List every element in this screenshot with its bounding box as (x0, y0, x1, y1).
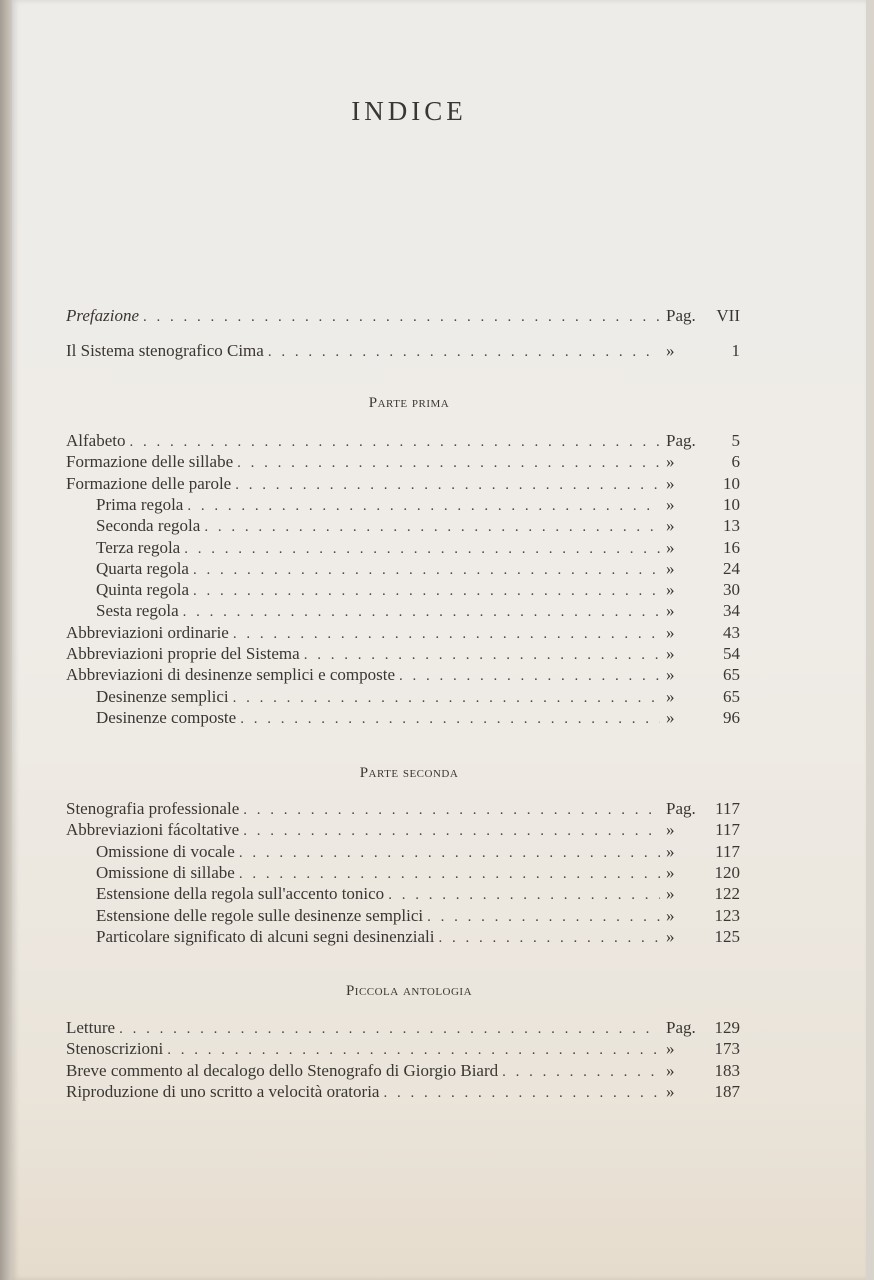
page-binding-edge (0, 0, 12, 1280)
dot-leader (119, 1018, 660, 1040)
page-prefix: » (666, 820, 675, 840)
toc-entry-label: Quarta regola (96, 558, 189, 578)
dot-leader (304, 644, 660, 666)
toc-entry (96, 841, 740, 863)
dot-leader (187, 495, 660, 517)
page-number: 117 (715, 820, 740, 840)
toc-entry (66, 819, 740, 841)
page-prefix: » (666, 707, 675, 727)
dot-leader (237, 452, 660, 474)
dot-leader (239, 863, 660, 885)
page-prefix: » (666, 452, 675, 472)
toc-entry-label: Breve commento al decalogo dello Stenografo di Giorgio Biard (66, 1060, 499, 1080)
page-prefix: » (666, 905, 675, 925)
toc-entry (66, 1060, 740, 1082)
page-prefix: » (666, 558, 675, 578)
toc-entry (96, 862, 740, 884)
toc-entry (96, 537, 740, 559)
page-number: 120 (714, 862, 740, 882)
dot-leader (438, 927, 660, 949)
toc-entry-label: Abbreviazioni di desinenze semplici e composte (66, 665, 396, 685)
page-number: 10 (723, 473, 740, 493)
page-number: 117 (715, 799, 740, 818)
dot-leader (233, 687, 660, 709)
page-prefix: » (666, 601, 675, 621)
page-number: 183 (714, 1060, 740, 1080)
page-prefix: » (666, 537, 675, 557)
toc-entry-label: Particolare significato di alcuni segni desinenziali (96, 926, 435, 946)
page-number: 10 (723, 494, 740, 514)
page-number: 65 (723, 665, 740, 685)
page-prefix: » (666, 862, 675, 882)
toc-entry-label: Omissione di sillabe (96, 862, 235, 882)
toc-entry-label: Stenografia professionale (66, 799, 240, 818)
section-heading: Parte prima (368, 395, 450, 411)
toc-entry (66, 798, 740, 820)
toc-entry (96, 494, 740, 516)
page-prefix: » (666, 494, 675, 514)
toc-entry (66, 1038, 740, 1060)
page-number: 6 (731, 452, 740, 472)
toc-entry (66, 305, 740, 327)
dot-leader (129, 431, 660, 453)
page-prefix: » (666, 926, 675, 946)
page-prefix: » (666, 1039, 675, 1059)
page-prefix: Pag. (666, 1018, 696, 1037)
toc-entry-label: Seconda regola (96, 516, 201, 536)
toc-entry (96, 515, 740, 537)
toc-entry (66, 622, 740, 644)
dot-leader (193, 559, 660, 581)
dot-leader (235, 474, 660, 496)
toc-entry-label: Prima regola (96, 494, 184, 514)
page-prefix: » (666, 841, 675, 861)
page-number: 65 (723, 686, 740, 706)
page-number: 129 (714, 1018, 740, 1037)
toc-entry (96, 926, 740, 948)
toc-entry (66, 340, 740, 362)
toc-entry (66, 473, 740, 495)
toc-entry-label: Riproduzione di uno scritto a velocità oratoria (66, 1081, 380, 1101)
dot-leader (143, 306, 660, 328)
toc-entry-label: Sesta regola (96, 601, 179, 621)
dot-leader (233, 623, 660, 645)
page-number: VII (716, 306, 740, 325)
dot-leader (243, 799, 660, 821)
page-prefix: » (666, 1081, 675, 1101)
page-number: 34 (723, 601, 740, 621)
toc-entry (96, 707, 740, 729)
page-number: 122 (714, 884, 740, 904)
toc-entry (96, 558, 740, 580)
page-number: 30 (723, 580, 740, 600)
toc-entry-label: Omissione di vocale (96, 841, 235, 861)
toc-entry (66, 430, 740, 452)
toc-entry (66, 1017, 740, 1039)
toc-entry-label: Desinenze composte (96, 707, 237, 727)
toc-entry (66, 664, 740, 686)
page-number: 123 (714, 905, 740, 925)
page-prefix: Pag. (666, 799, 696, 818)
toc-entry-label: Stenoscrizioni (66, 1039, 164, 1059)
toc-entry-label: Estensione della regola sull'accento tonico (96, 884, 385, 904)
dot-leader (184, 538, 660, 560)
toc-entry-label: Terza regola (96, 537, 181, 557)
toc-entry (96, 600, 740, 622)
section-heading: Piccola antologia (345, 983, 473, 999)
page-number: 24 (723, 558, 740, 578)
dot-leader (427, 906, 660, 928)
page-number: 173 (714, 1039, 740, 1059)
page-prefix: Pag. (666, 431, 696, 450)
dot-leader (399, 665, 660, 687)
page-number: 187 (714, 1081, 740, 1101)
page-prefix: » (666, 622, 675, 642)
toc-entry (66, 451, 740, 473)
section-heading: Parte seconda (359, 765, 459, 781)
page-prefix: » (666, 1060, 675, 1080)
toc-entry-label: Formazione delle sillabe (66, 452, 234, 472)
page-number: 5 (731, 431, 740, 450)
dot-leader (383, 1082, 660, 1104)
dot-leader (388, 884, 660, 906)
page-number: 1 (731, 341, 740, 360)
page-number: 43 (723, 622, 740, 642)
toc-entry-label: Formazione delle parole (66, 473, 232, 493)
toc-entry-label: Abbreviazioni fácoltative (66, 820, 240, 840)
toc-entry (66, 1081, 740, 1103)
toc-entry (96, 905, 740, 927)
page-prefix: » (666, 665, 675, 685)
page-number: 16 (723, 537, 740, 557)
page-number: 96 (723, 707, 740, 727)
page-number: 13 (723, 516, 740, 536)
page-prefix: » (666, 686, 675, 706)
toc-entry-label: Estensione delle regole sulle desinenze semplici (96, 905, 424, 925)
dot-leader (240, 708, 660, 730)
page-number: 125 (714, 926, 740, 946)
page-prefix: Pag. (666, 306, 696, 325)
dot-leader (193, 580, 660, 602)
toc-entry-label: Desinenze semplici (96, 686, 229, 706)
toc-entry-label: Il Sistema stenografico Cima (66, 341, 264, 360)
page-prefix: » (666, 473, 675, 493)
dot-leader (204, 516, 660, 538)
page-number: 54 (723, 644, 740, 663)
dot-leader (268, 341, 660, 363)
dot-leader (167, 1039, 660, 1061)
page-prefix: » (666, 341, 675, 360)
toc-entry-label: Quinta regola (96, 580, 189, 600)
toc-entry-label: Abbreviazioni proprie del Sistema (66, 644, 300, 663)
page-prefix: » (666, 516, 675, 536)
toc-entry (96, 883, 740, 905)
dot-leader (239, 842, 660, 864)
toc-entry (66, 643, 740, 665)
page-prefix: » (666, 644, 675, 663)
page-prefix: » (666, 580, 675, 600)
toc-entry-label: Prefazione (66, 306, 140, 325)
dot-leader (243, 820, 660, 842)
index-page (12, 0, 866, 1280)
toc-entry-label: Abbreviazioni ordinarie (66, 622, 229, 642)
page-title: INDICE (351, 96, 467, 126)
dot-leader (502, 1061, 660, 1083)
toc-entry (96, 579, 740, 601)
page-number: 117 (715, 841, 740, 861)
toc-entry-label: Letture (66, 1018, 116, 1037)
toc-entry-label: Alfabeto (66, 431, 126, 450)
dot-leader (183, 601, 660, 623)
toc-entry (96, 686, 740, 708)
page-prefix: » (666, 884, 675, 904)
